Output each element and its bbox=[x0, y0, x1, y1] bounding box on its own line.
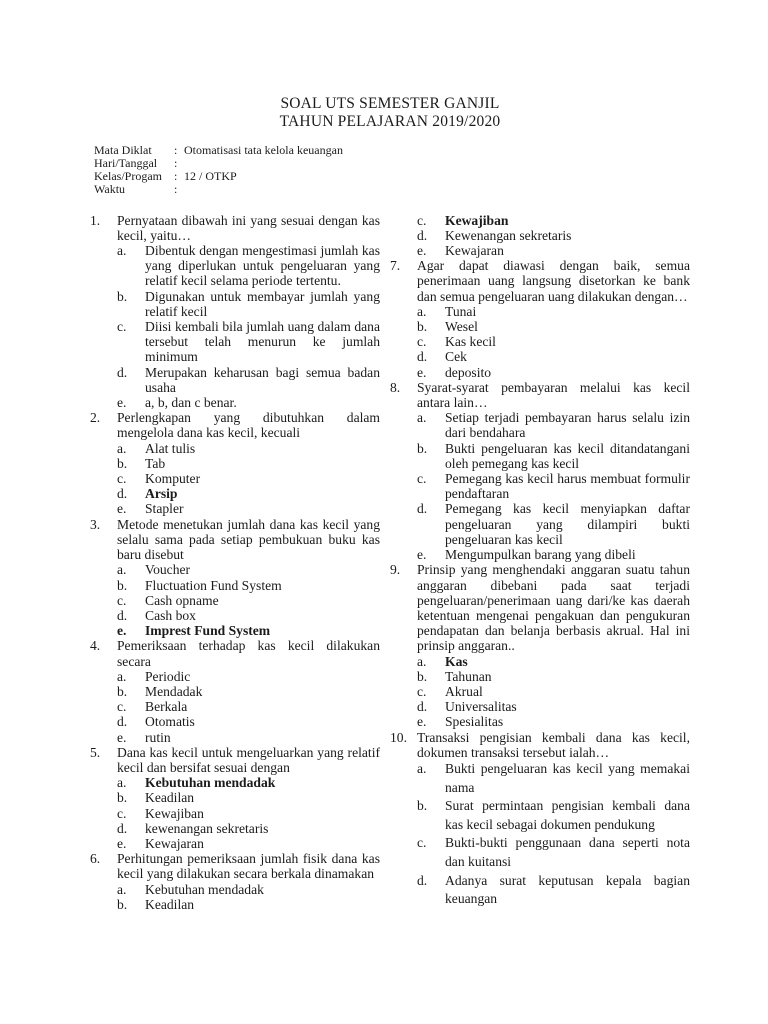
option-letter: c. bbox=[117, 699, 127, 715]
option-row bbox=[417, 228, 690, 243]
option-letter: c. bbox=[417, 683, 427, 699]
option-letter: d. bbox=[417, 699, 428, 715]
option-text: Kewajaran bbox=[445, 243, 504, 259]
option-row bbox=[117, 730, 380, 745]
option-letter: c. bbox=[417, 835, 427, 851]
option-letter: a. bbox=[117, 243, 127, 259]
option-row bbox=[417, 699, 690, 714]
options-list bbox=[117, 243, 380, 410]
option-letter: e. bbox=[417, 243, 427, 259]
option-row bbox=[117, 714, 380, 729]
option-letter: a. bbox=[417, 303, 427, 319]
option-text: Kewajaran bbox=[145, 835, 204, 851]
option-text: Universalitas bbox=[445, 699, 517, 715]
option-letter: a. bbox=[117, 775, 127, 791]
question-text: Perhitungan pemeriksaan jumlah fisik dana kas kecil yang dilakukan secara berkala dinamakan bbox=[117, 851, 380, 882]
option-row bbox=[417, 834, 690, 871]
option-letter: b. bbox=[417, 440, 428, 456]
option-letter: b. bbox=[417, 798, 428, 814]
option-text: a, b, dan c benar. bbox=[145, 395, 237, 411]
question-block bbox=[390, 730, 690, 909]
option-letter: a. bbox=[417, 653, 427, 669]
option-letter: d. bbox=[117, 820, 128, 836]
option-letter: e. bbox=[117, 835, 127, 851]
option-letter: e. bbox=[117, 501, 127, 517]
option-text: Bukti-bukti penggunaan dana seperti nota dan kuitansi bbox=[445, 835, 690, 869]
column-gap bbox=[380, 213, 390, 912]
option-row bbox=[417, 365, 690, 380]
option-row bbox=[117, 684, 380, 699]
question-number-spacer bbox=[390, 213, 417, 259]
question-number: 6. bbox=[90, 851, 101, 867]
option-text: Imprest Fund System bbox=[145, 623, 271, 639]
options-list bbox=[417, 304, 690, 380]
option-letter: b. bbox=[117, 896, 128, 912]
question-number: 5. bbox=[90, 744, 101, 760]
option-row bbox=[117, 486, 380, 501]
options-list bbox=[417, 213, 690, 259]
option-letter: a. bbox=[117, 440, 127, 456]
option-text: Setiap terjadi pembayaran harus selalu izin dari bendahara bbox=[445, 410, 690, 441]
option-row bbox=[417, 441, 690, 471]
question-text: Pernyataan dibawah ini yang sesuai dengan kas kecil, yaitu… bbox=[117, 212, 380, 243]
option-letter: a. bbox=[417, 410, 427, 426]
option-letter: c. bbox=[417, 471, 427, 487]
option-row bbox=[117, 243, 380, 289]
option-letter: c. bbox=[117, 319, 127, 335]
question-body bbox=[117, 517, 380, 639]
option-row bbox=[117, 775, 380, 790]
option-text: Akrual bbox=[445, 683, 483, 699]
title-line-1: SOAL UTS SEMESTER GANJIL bbox=[280, 95, 500, 112]
option-text: Fluctuation Fund System bbox=[145, 577, 282, 593]
meta-label: Kelas/Progam bbox=[94, 168, 162, 183]
option-text: Kas kecil bbox=[445, 334, 496, 350]
option-letter: e. bbox=[117, 623, 127, 639]
option-letter: c. bbox=[117, 592, 127, 608]
question-body bbox=[417, 213, 690, 259]
meta-row-subject bbox=[94, 144, 768, 157]
option-row bbox=[117, 897, 380, 912]
question-block bbox=[390, 562, 690, 729]
option-row bbox=[417, 684, 690, 699]
question-block bbox=[90, 851, 380, 912]
meta-row-time bbox=[94, 183, 768, 196]
option-row bbox=[117, 806, 380, 821]
option-letter: e. bbox=[417, 364, 427, 380]
meta-separator: : bbox=[174, 143, 178, 157]
questions-column-right bbox=[390, 213, 690, 912]
option-text: Kas bbox=[445, 653, 468, 669]
question-body bbox=[117, 410, 380, 516]
option-row bbox=[417, 243, 690, 258]
option-row bbox=[117, 821, 380, 836]
option-letter: e. bbox=[117, 395, 127, 411]
question-text: Transaksi pengisian kembali dana kas kecil, dokumen transaksi tersebut ialah… bbox=[417, 729, 690, 760]
option-row bbox=[417, 304, 690, 319]
meta-label: Waktu bbox=[94, 181, 126, 196]
option-text: Dibentuk dengan mengestimasi jumlah kas yang diperlukan untuk pengeluaran yang relatif kecil selama periode tertentu. bbox=[145, 243, 380, 289]
options-list bbox=[117, 882, 380, 912]
option-row bbox=[417, 349, 690, 364]
option-row bbox=[117, 289, 380, 319]
option-text: Tab bbox=[145, 455, 166, 471]
option-letter: d. bbox=[417, 349, 428, 365]
option-letter: c. bbox=[117, 471, 127, 487]
question-number: 7. bbox=[390, 258, 401, 274]
option-row bbox=[417, 654, 690, 669]
option-letter: b. bbox=[417, 668, 428, 684]
option-text: Kewajiban bbox=[445, 212, 509, 228]
option-text: Voucher bbox=[145, 562, 191, 578]
option-row bbox=[117, 319, 380, 365]
option-text: Wesel bbox=[445, 319, 478, 335]
options-list bbox=[417, 654, 690, 730]
option-letter: c. bbox=[117, 805, 127, 821]
question-text: Metode menetukan jumlah dana kas kecil yang selalu sama pada setiap pembukuan buku kas baru disebut bbox=[117, 516, 380, 563]
option-row bbox=[117, 790, 380, 805]
option-letter: a. bbox=[117, 881, 127, 897]
option-text: Keadilan bbox=[145, 896, 195, 912]
option-text: Merupakan keharusan bagi semua badan usaha bbox=[145, 364, 380, 395]
question-body bbox=[117, 745, 380, 851]
question-number: 2. bbox=[90, 410, 101, 426]
questions-column-left bbox=[90, 213, 380, 912]
option-row bbox=[117, 669, 380, 684]
option-letter: a. bbox=[117, 668, 127, 684]
option-letter: c. bbox=[417, 334, 427, 350]
title-line-2: TAHUN PELAJARAN 2019/2020 bbox=[279, 112, 501, 130]
option-text: Kewenangan sekretaris bbox=[445, 227, 572, 243]
option-text: Alat tulis bbox=[145, 440, 196, 456]
option-row bbox=[117, 623, 380, 638]
option-text: Diisi kembali bila jumlah uang dalam dana tersebut telah menurun ke jumlah minimum bbox=[145, 319, 380, 365]
option-row bbox=[417, 797, 690, 834]
option-row bbox=[117, 441, 380, 456]
meta-label: Mata Diklat bbox=[94, 143, 152, 157]
option-text: Bukti pengeluaran kas kecil yang memakai nama bbox=[445, 760, 690, 795]
question-block bbox=[390, 258, 690, 380]
option-row bbox=[417, 501, 690, 547]
meta-value: 12 / OTKP bbox=[184, 168, 237, 183]
meta-value: Otomatisasi tata kelola keuangan bbox=[184, 143, 343, 157]
option-text: Kebutuhan mendadak bbox=[145, 775, 276, 791]
option-letter: d. bbox=[117, 607, 128, 623]
question-block bbox=[90, 745, 380, 851]
option-row bbox=[117, 836, 380, 851]
question-body bbox=[417, 730, 690, 909]
option-text: Kewajiban bbox=[145, 805, 204, 821]
question-block bbox=[90, 410, 380, 516]
option-letter: b. bbox=[117, 683, 128, 699]
option-text: deposito bbox=[445, 364, 492, 380]
options-list bbox=[117, 441, 380, 517]
meta-row-class bbox=[94, 170, 768, 183]
questions-area bbox=[90, 213, 690, 912]
question-text: Pemeriksaan terhadap kas kecil dilakukan secara bbox=[117, 638, 380, 669]
option-row bbox=[117, 882, 380, 897]
option-row bbox=[117, 456, 380, 471]
question-block bbox=[90, 517, 380, 639]
option-text: Adanya surat keputusan kepala bagian keuangan bbox=[445, 872, 690, 907]
option-letter: b. bbox=[117, 790, 128, 806]
option-row bbox=[417, 213, 690, 228]
option-text: Pemegang kas kecil harus membuat formulir pendaftaran bbox=[445, 471, 690, 502]
option-letter: d. bbox=[117, 364, 128, 380]
question-number: 8. bbox=[390, 379, 401, 395]
option-text: Bukti pengeluaran kas kecil ditandatangani oleh pemegang kas kecil bbox=[445, 440, 690, 471]
option-row bbox=[417, 714, 690, 729]
question-text: Dana kas kecil untuk mengeluarkan yang relatif kecil dan bersifat sesuai dengan bbox=[117, 744, 380, 775]
option-text: Stapler bbox=[145, 501, 184, 517]
option-letter: a. bbox=[417, 760, 427, 776]
meta-separator: : bbox=[174, 181, 178, 196]
options-list bbox=[117, 775, 380, 851]
option-letter: b. bbox=[417, 319, 428, 335]
question-number: 4. bbox=[90, 638, 101, 654]
question-number: 3. bbox=[90, 516, 101, 532]
option-row bbox=[417, 547, 690, 562]
option-text: Cek bbox=[445, 349, 467, 365]
option-letter: e. bbox=[417, 714, 427, 730]
option-letter: d. bbox=[117, 714, 128, 730]
question-block bbox=[90, 638, 380, 744]
option-text: Spesialitas bbox=[445, 714, 504, 730]
option-text: Tunai bbox=[445, 303, 477, 319]
option-row bbox=[117, 365, 380, 395]
question-text: Agar dapat diawasi dengan baik, semua penerimaan uang langsung disetorkan ke bank dan semua pengeluaran uang dilakukan dengan… bbox=[417, 258, 690, 304]
option-row bbox=[417, 319, 690, 334]
option-row bbox=[117, 562, 380, 577]
option-text: Mengumpulkan barang yang dibeli bbox=[445, 547, 636, 563]
option-text: Periodic bbox=[145, 668, 191, 684]
option-text: Arsip bbox=[145, 486, 178, 502]
option-letter: d. bbox=[417, 872, 428, 888]
option-row bbox=[117, 395, 380, 410]
option-text: kewenangan sekretaris bbox=[145, 820, 269, 836]
option-text: Digunakan untuk membayar jumlah yang relatif kecil bbox=[145, 288, 380, 319]
option-text: Keadilan bbox=[145, 790, 195, 806]
option-row bbox=[417, 471, 690, 501]
option-row bbox=[417, 760, 690, 797]
meta-separator: : bbox=[174, 168, 178, 183]
option-row bbox=[117, 593, 380, 608]
meta-row-date bbox=[94, 157, 768, 170]
option-text: Tahunan bbox=[445, 668, 492, 684]
question-text: Syarat-syarat pembayaran melalui kas kecil antara lain… bbox=[417, 379, 690, 411]
option-row bbox=[417, 334, 690, 349]
option-text: Kebutuhan mendadak bbox=[145, 881, 264, 897]
option-letter: c. bbox=[417, 212, 427, 228]
option-letter: b. bbox=[117, 288, 128, 304]
option-text: Berkala bbox=[145, 699, 188, 715]
question-continuation-block bbox=[390, 213, 690, 259]
option-row bbox=[117, 608, 380, 623]
meta-separator: : bbox=[174, 155, 178, 170]
question-body bbox=[117, 851, 380, 912]
option-text: Cash box bbox=[145, 607, 196, 623]
options-list bbox=[117, 562, 380, 638]
option-row bbox=[117, 699, 380, 714]
question-text: Perlengkapan yang dibutuhkan dalam mengelola dana kas kecil, kecuali bbox=[117, 410, 380, 441]
option-letter: d. bbox=[117, 486, 128, 502]
question-number: 1. bbox=[90, 212, 101, 228]
option-letter: b. bbox=[117, 455, 128, 471]
option-letter: e. bbox=[417, 547, 427, 563]
option-letter: b. bbox=[117, 577, 128, 593]
option-text: Pemegang kas kecil menyiapkan daftar pengeluaran yang dilampiri bukti pengeluaran kas kecil bbox=[445, 501, 690, 547]
meta-label: Hari/Tanggal bbox=[94, 155, 158, 170]
question-text: Prinsip yang menghendaki anggaran suatu tahun anggaran dibebani pada saat terjadi pengeluaran/penerimaan uang dari/ke kas daerah ketentuan mengenai pengakuan dan pengukuran pendapatan dan belanja berbasis akrual. Hal ini prinsip anggaran.. bbox=[417, 562, 690, 654]
option-row bbox=[417, 669, 690, 684]
question-block bbox=[90, 213, 380, 411]
question-number: 10. bbox=[390, 729, 407, 745]
question-body bbox=[417, 258, 690, 380]
meta-value bbox=[184, 183, 768, 196]
option-row bbox=[117, 501, 380, 516]
option-row bbox=[417, 872, 690, 909]
option-text: rutin bbox=[145, 729, 171, 745]
option-letter: d. bbox=[417, 227, 428, 243]
question-body bbox=[417, 562, 690, 729]
exam-meta-block bbox=[94, 144, 768, 196]
options-list bbox=[417, 410, 690, 562]
option-text: Otomatis bbox=[145, 714, 195, 730]
options-list bbox=[117, 669, 380, 745]
document-title bbox=[90, 0, 690, 130]
option-text: Cash opname bbox=[145, 592, 219, 608]
option-row bbox=[117, 578, 380, 593]
question-block bbox=[390, 380, 690, 562]
option-text: Komputer bbox=[145, 471, 201, 487]
question-number: 9. bbox=[390, 562, 401, 578]
meta-value bbox=[184, 157, 768, 170]
option-letter: a. bbox=[117, 562, 127, 578]
option-row bbox=[117, 471, 380, 486]
option-text: Surat permintaan pengisian kembali dana kas kecil sebagai dokumen pendukung bbox=[445, 798, 690, 832]
question-body bbox=[117, 638, 380, 744]
option-text: Mendadak bbox=[145, 683, 203, 699]
question-body bbox=[117, 213, 380, 411]
option-letter: e. bbox=[117, 729, 127, 745]
question-body bbox=[417, 380, 690, 562]
option-letter: d. bbox=[417, 501, 428, 517]
option-row bbox=[417, 410, 690, 440]
options-list bbox=[417, 760, 690, 909]
